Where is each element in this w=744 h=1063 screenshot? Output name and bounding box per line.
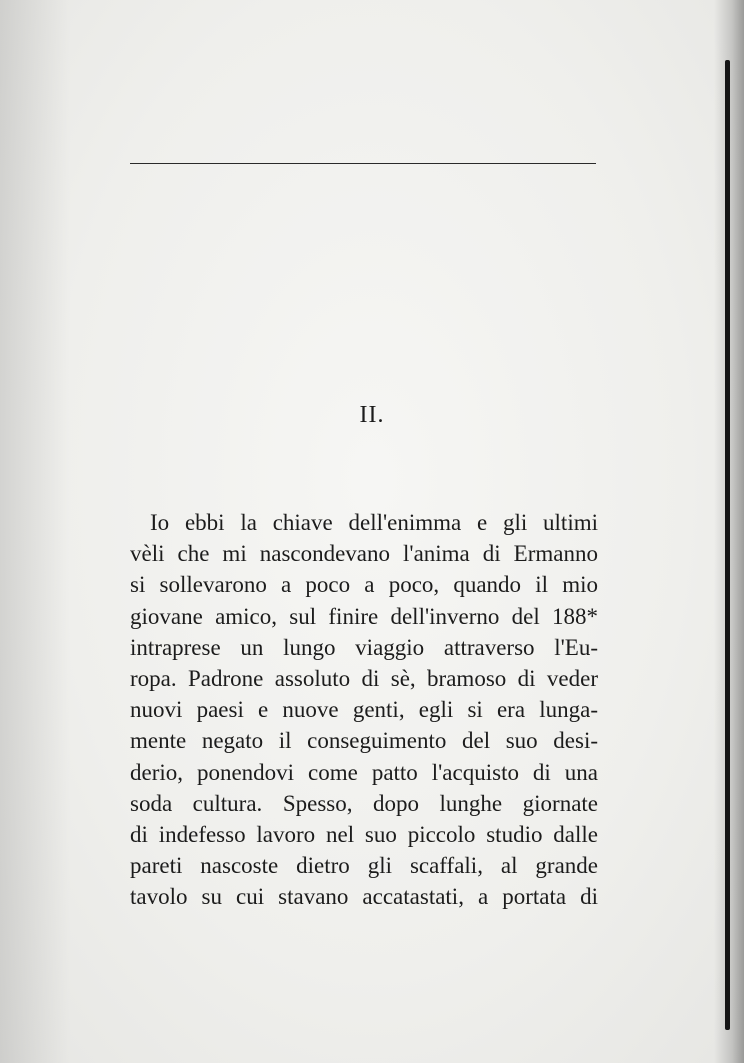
text-line: intraprese un lungo viaggio attraverso l'Eu-	[130, 634, 598, 660]
page-gutter-shadow	[0, 0, 70, 1063]
text-line: giovane amico, sul finire dell'inverno del 188*	[130, 603, 598, 629]
header-rule	[130, 163, 596, 164]
text-line: mente negato il conseguimento del suo desi-	[130, 728, 598, 754]
text-line: derio, ponendovi come patto l'acquisto di una	[130, 759, 598, 785]
text-line: pareti nascoste dietro gli scaffali, al grande	[130, 853, 598, 879]
text-line: soda cultura. Spesso, dopo lunghe giornate	[130, 790, 598, 816]
binding-edge	[725, 60, 730, 1030]
chapter-heading: II.	[359, 402, 385, 428]
text-line: vèli che mi nascondevano l'anima di Ermanno	[130, 541, 598, 567]
text-line: nuovi paesi e nuove genti, egli si era lunga-	[130, 697, 598, 723]
body-text	[130, 507, 598, 912]
text-line: tavolo su cui stavano accatastati, a portata di	[130, 884, 598, 910]
text-line: di indefesso lavoro nel suo piccolo studio dalle	[130, 821, 598, 847]
text-line: Io ebbi la chiave dell'enimma e gli ultimi	[150, 510, 598, 535]
text-line: si sollevarono a poco a poco, quando il mio	[130, 572, 598, 598]
text-line: ropa. Padrone assoluto di sè, bramoso di veder	[130, 665, 598, 691]
